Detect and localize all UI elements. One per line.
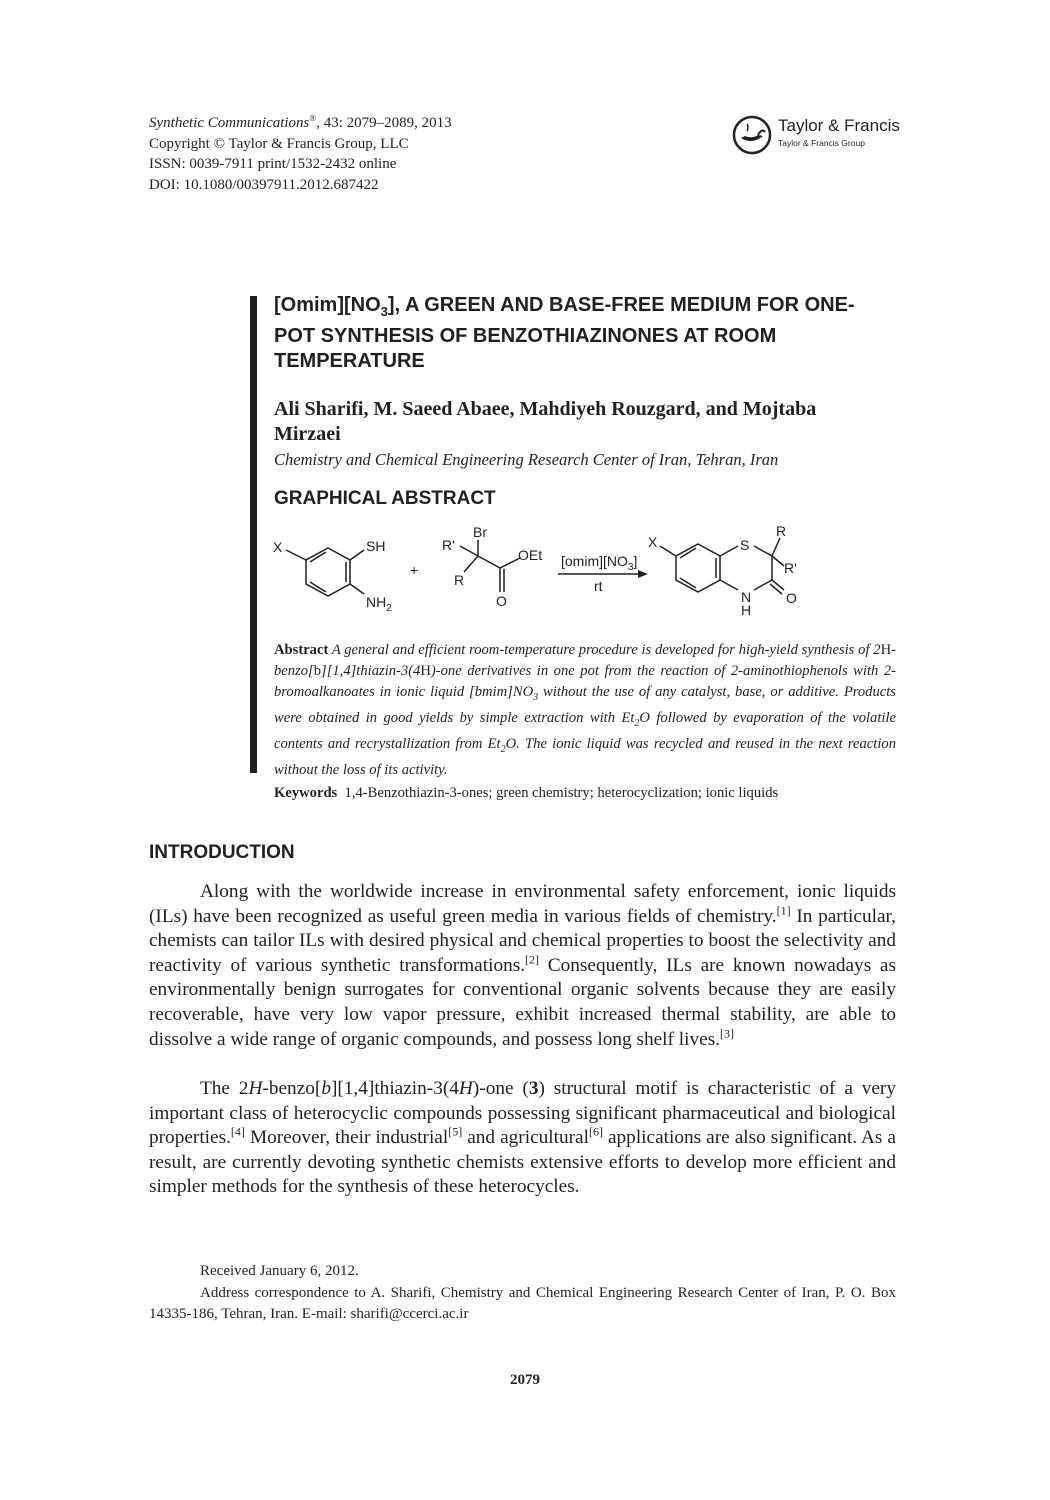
arrow-head bbox=[638, 570, 648, 578]
nitrogen-label: N bbox=[741, 589, 752, 605]
r-label: R bbox=[454, 572, 465, 588]
product-oxygen-label: O bbox=[786, 590, 797, 606]
keywords-text: 1,4-Benzothiazin-3-ones; green chemistry; heterocyclization; ionic liquids bbox=[344, 785, 779, 801]
introduction-heading: INTRODUCTION bbox=[149, 842, 295, 863]
authors: Ali Sharifi, M. Saeed Abaee, Mahdiyeh Rouzgard, and Mojtaba Mirzaei bbox=[274, 398, 817, 445]
issn-line: ISSN: 0039-7911 print/1532-2432 online bbox=[149, 156, 397, 172]
abstract: Abstract A general and efficient room-temperature procedure is developed for high-yield synthesis of 2H-benzo[b][1,4]thiazin-3(4H)-one derivatives in one pot from the reaction of 2-aminothiophenols with 2-bromoalkanoates in ionic liquid $[bmim]NO_3$ without the use of any catalyst, base, or additive. Products were obtained in good yields by simple extraction with $Et_2O$ followed by evaporation of the volatile contents and recrystallization from $Et_2O$. The ionic liquid was recycled and reused in the next reaction without the loss of its activity. bbox=[274, 642, 896, 778]
reagent-label: $[omim][NO_3]$ bbox=[561, 553, 638, 573]
ethoxy-label: OEt bbox=[518, 547, 543, 563]
bromoester-structure bbox=[460, 540, 520, 592]
keywords-label: Keywords bbox=[274, 785, 338, 801]
product-r-label: R bbox=[776, 523, 787, 539]
product-x-label: X bbox=[648, 534, 658, 550]
sulfur-label: S bbox=[740, 537, 750, 553]
keywords bbox=[274, 785, 778, 802]
amine-label: $NH_2$ bbox=[366, 594, 392, 614]
carbonyl-oxygen-label: O bbox=[496, 593, 507, 609]
benzothiazinone-structure bbox=[660, 538, 784, 594]
product-r-prime-label: R' bbox=[784, 560, 797, 576]
reaction-scheme bbox=[268, 522, 828, 622]
plus-sign: + bbox=[410, 562, 419, 578]
aminothiophenol-structure bbox=[286, 548, 364, 596]
affiliation: Chemistry and Chemical Engineering Research Center of Iran, Tehran, Iran bbox=[274, 450, 779, 469]
article-title: $[Omim][NO_3]$, A GREEN AND BASE-FREE MEDIUM FOR ONE-POT SYNTHESIS OF BENZOTHIAZINONES AT ROOM TEMPERATURE bbox=[274, 294, 855, 372]
page-number: 2079 bbox=[510, 1372, 540, 1388]
thiol-label: SH bbox=[366, 538, 386, 554]
abstract-label: Abstract bbox=[274, 642, 329, 658]
journal-header bbox=[149, 108, 452, 195]
hydrogen-label: H bbox=[741, 602, 752, 618]
substituent-x-label: X bbox=[273, 539, 283, 555]
copyright-line: Copyright © Taylor & Francis Group, LLC bbox=[149, 135, 409, 152]
correspondence-address: Address correspondence to A. Sharifi, Chemistry and Chemical Engineering Research Center of Iran, P. O. Box 14335-186, Tehran, Iran. E-mail: sharifi@ccerci.ac.ir bbox=[149, 1285, 896, 1322]
graphical-abstract-heading: GRAPHICAL ABSTRACT bbox=[274, 488, 496, 509]
publisher-group: Taylor & Francis Group bbox=[778, 138, 865, 148]
journal-citation: Synthetic Communications®, 43: 2079–2089, 2013 bbox=[149, 113, 452, 131]
publisher-name: Taylor & Francis bbox=[778, 116, 900, 135]
r-prime-label: R' bbox=[442, 537, 455, 553]
title-side-bar bbox=[250, 296, 257, 773]
introduction-paragraph-2: The 2H-benzo[b][1,4]thiazin-3(4H)-one (3) structural motif is characteristic of a very important class of heterocyclic compounds possessing significant pharmaceutical and biological properties.[4] Moreover, their industrial[5] and agricultural[6] applications are also significant. As a result, are currently devoting synthetic chemists extensive efforts to develop more efficient and simpler methods for the synthesis of these heterocycles. bbox=[149, 1078, 896, 1198]
taylor-francis-lamp-icon bbox=[732, 114, 774, 156]
publisher-logo bbox=[732, 114, 902, 156]
introduction-paragraph-1: Along with the worldwide increase in environmental safety enforcement, ionic liquids (ILs) have been recognized as useful green media in various fields of chemistry.[1] In particular, chemists can tailor ILs with desired physical and chemical properties to boost the selectivity and reactivity of various synthetic transformations.[2] Consequently, ILs are known nowadays as environmentally benign surrogates for conventional organic solvents because they are easily recoverable, have very low vapor pressure, exhibit increased thermal stability, are able to dissolve a wide range of organic compounds, and possess long shelf lives.[3] bbox=[149, 881, 896, 1050]
doi-line: DOI: 10.1080/00397911.2012.687422 bbox=[149, 176, 379, 193]
bromo-label: Br bbox=[473, 524, 487, 540]
received-date: Received January 6, 2012. bbox=[200, 1263, 359, 1279]
condition-label: rt bbox=[594, 578, 603, 594]
